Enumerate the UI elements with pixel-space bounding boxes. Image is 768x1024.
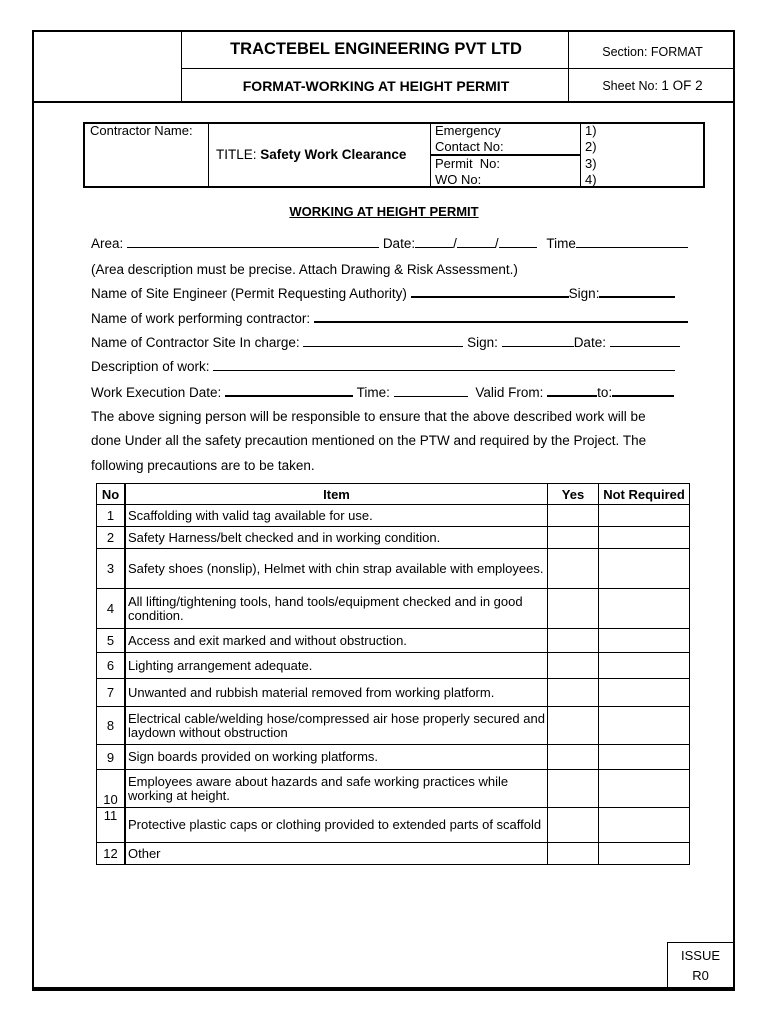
- row-item: Protective plastic caps or clothing provided to extended parts of scaffold: [125, 808, 548, 843]
- exec-date-label: Work Execution Date:: [91, 385, 222, 400]
- to-blank[interactable]: [612, 384, 674, 397]
- area-blank[interactable]: [127, 236, 379, 248]
- col-no-header: No: [97, 484, 126, 505]
- time-label: Time: [546, 236, 576, 251]
- row-item: Lighting arrangement adequate.: [125, 653, 548, 679]
- contractor-incharge-row: [91, 335, 680, 350]
- not-required-cell[interactable]: [599, 527, 690, 549]
- not-required-cell[interactable]: [599, 653, 690, 679]
- table-row: [97, 707, 690, 745]
- row-number: 11: [97, 808, 126, 843]
- exec-date-blank[interactable]: [225, 384, 353, 397]
- yes-cell[interactable]: [548, 629, 599, 653]
- not-required-cell[interactable]: [599, 843, 690, 865]
- incharge-sign-blank[interactable]: [502, 335, 574, 347]
- row-number: 10: [97, 770, 126, 808]
- header-row-divider: [181, 68, 734, 69]
- precautions-table: [96, 483, 690, 865]
- not-required-cell[interactable]: [599, 808, 690, 843]
- permit-heading: [0, 204, 768, 219]
- table-row: [97, 653, 690, 679]
- exec-time-label: Time:: [356, 385, 390, 400]
- not-required-cell[interactable]: [599, 589, 690, 629]
- responsibility-line-2: done Under all the safety precaution mentioned on the PTW and required by the Project. The: [91, 433, 647, 448]
- not-required-cell[interactable]: [599, 549, 690, 589]
- contact-no-label: Contact No:: [435, 139, 504, 154]
- yes-cell[interactable]: [548, 843, 599, 865]
- issue-box: [667, 942, 734, 989]
- clearance-title: [216, 147, 406, 162]
- sheet-label: Sheet No:: [602, 79, 658, 93]
- table-row: [97, 770, 690, 808]
- execution-row: [91, 384, 674, 400]
- yes-cell[interactable]: [548, 707, 599, 745]
- issue-label: ISSUE: [680, 948, 720, 963]
- number-2: 2): [585, 139, 597, 154]
- contractor-box-divider-1: [208, 122, 209, 188]
- date-sep-2: /: [494, 236, 499, 251]
- col-not-required-header: Not Required: [599, 484, 690, 505]
- exec-time-blank[interactable]: [394, 385, 468, 397]
- title-label: TITLE:: [216, 147, 257, 162]
- work-contractor-label: Name of work performing contractor:: [91, 311, 311, 326]
- sign-label: Sign:: [568, 286, 600, 301]
- row-item: Sign boards provided on working platforms.: [125, 745, 548, 770]
- title-value: Safety Work Clearance: [260, 147, 407, 162]
- not-required-cell[interactable]: [599, 505, 690, 527]
- valid-from-blank[interactable]: [547, 384, 597, 397]
- contractor-incharge-label: Name of Contractor Site In charge:: [91, 335, 300, 350]
- description-row: [91, 359, 675, 374]
- header-bottom-line: [32, 101, 735, 103]
- table-row: [97, 843, 690, 865]
- not-required-cell[interactable]: [599, 629, 690, 653]
- wo-no-label: WO No:: [435, 172, 482, 187]
- row-item: Unwanted and rubbish material removed from working platform.: [125, 679, 548, 707]
- form-title: FORMAT-WORKING AT HEIGHT PERMIT: [242, 78, 510, 94]
- sheet-number: [570, 78, 735, 93]
- permit-no-label: Permit No:: [435, 156, 501, 171]
- date-month-blank[interactable]: [457, 236, 495, 248]
- valid-from-label: Valid From:: [475, 385, 544, 400]
- site-engineer-blank[interactable]: [411, 285, 569, 298]
- row-item: Employees aware about hazards and safe working practices while working at height.: [125, 770, 548, 808]
- row-item: All lifting/tightening tools, hand tools/equipment checked and in good condition.: [125, 589, 548, 629]
- responsibility-line-1: The above signing person will be responsible to ensure that the above described work will be: [91, 409, 646, 424]
- row-item: Access and exit marked and without obstruction.: [125, 629, 548, 653]
- yes-cell[interactable]: [548, 653, 599, 679]
- yes-cell[interactable]: [548, 505, 599, 527]
- site-engineer-label: Name of Site Engineer (Permit Requesting Authority): [91, 286, 407, 301]
- permit-heading-text: WORKING AT HEIGHT PERMIT: [289, 204, 479, 219]
- row-item: Scaffolding with valid tag available for use.: [125, 505, 548, 527]
- description-label: Description of work:: [91, 359, 210, 374]
- number-3: 3): [585, 156, 597, 171]
- date-day-blank[interactable]: [415, 236, 453, 248]
- contractor-name-label: Contractor Name:: [90, 123, 193, 138]
- row-number: 6: [97, 653, 126, 679]
- row-item: Electrical cable/welding hose/compressed air hose properly secured and laydown without obstruction: [125, 707, 548, 745]
- row-number: 9: [97, 745, 126, 770]
- row-number: 1: [97, 505, 126, 527]
- incharge-date-label: Date:: [573, 335, 606, 350]
- company-name: TRACTEBEL ENGINEERING PVT LTD: [230, 40, 522, 58]
- table-row: [97, 679, 690, 707]
- emergency-label: Emergency: [435, 123, 501, 138]
- table-row: [97, 505, 690, 527]
- revision-label: R0: [692, 968, 709, 983]
- sign-blank[interactable]: [599, 285, 675, 298]
- site-engineer-row: [91, 285, 675, 301]
- yes-cell[interactable]: [548, 770, 599, 808]
- area-label: Area:: [91, 236, 124, 251]
- not-required-cell[interactable]: [599, 770, 690, 808]
- table-row: [97, 745, 690, 770]
- row-item: Safety shoes (nonslip), Helmet with chin strap available with employees.: [125, 549, 548, 589]
- row-number: 4: [97, 589, 126, 629]
- row-number: 2: [97, 527, 126, 549]
- header-divider-left: [181, 30, 182, 102]
- row-number: 7: [97, 679, 126, 707]
- time-blank[interactable]: [576, 236, 688, 248]
- date-year-blank[interactable]: [499, 236, 537, 248]
- table-header-row: [97, 484, 690, 505]
- yes-cell[interactable]: [548, 589, 599, 629]
- table-row: [97, 808, 690, 843]
- work-contractor-blank[interactable]: [314, 310, 688, 323]
- not-required-cell[interactable]: [599, 679, 690, 707]
- contractor-incharge-blank[interactable]: [303, 335, 463, 347]
- work-contractor-row: [91, 310, 688, 326]
- not-required-cell[interactable]: [599, 745, 690, 770]
- row-number: 3: [97, 549, 126, 589]
- row-item: Other: [125, 843, 548, 865]
- description-blank[interactable]: [213, 359, 675, 371]
- contractor-box-divider-3: [580, 122, 581, 188]
- date-label: Date:: [382, 236, 416, 251]
- col-yes-header: Yes: [548, 484, 599, 505]
- not-required-cell[interactable]: [599, 707, 690, 745]
- col-item-header: Item: [125, 484, 548, 505]
- table-row: [97, 589, 690, 629]
- sheet-value: 1 OF 2: [661, 78, 703, 93]
- row-number: 5: [97, 629, 126, 653]
- table-row: [97, 549, 690, 589]
- row-number: 8: [97, 707, 126, 745]
- section-label: Section: FORMAT: [602, 45, 703, 59]
- responsibility-line-3: following precautions are to be taken.: [91, 458, 315, 473]
- number-4: 4): [585, 172, 597, 187]
- yes-cell[interactable]: [548, 745, 599, 770]
- to-label: to:: [597, 385, 613, 400]
- area-note: (Area description must be precise. Attach Drawing & Risk Assessment.): [91, 262, 518, 277]
- incharge-date-blank[interactable]: [610, 335, 680, 347]
- yes-cell[interactable]: [548, 527, 599, 549]
- table-row: [97, 527, 690, 549]
- area-row: [91, 236, 688, 251]
- row-item: Safety Harness/belt checked and in working condition.: [125, 527, 548, 549]
- row-number: 12: [97, 843, 126, 865]
- yes-cell[interactable]: [548, 808, 599, 843]
- yes-cell[interactable]: [548, 679, 599, 707]
- yes-cell[interactable]: [548, 549, 599, 589]
- number-1: 1): [585, 123, 597, 138]
- incharge-sign-label: Sign:: [467, 335, 498, 350]
- date-sep-1: /: [453, 236, 457, 251]
- table-row: [97, 629, 690, 653]
